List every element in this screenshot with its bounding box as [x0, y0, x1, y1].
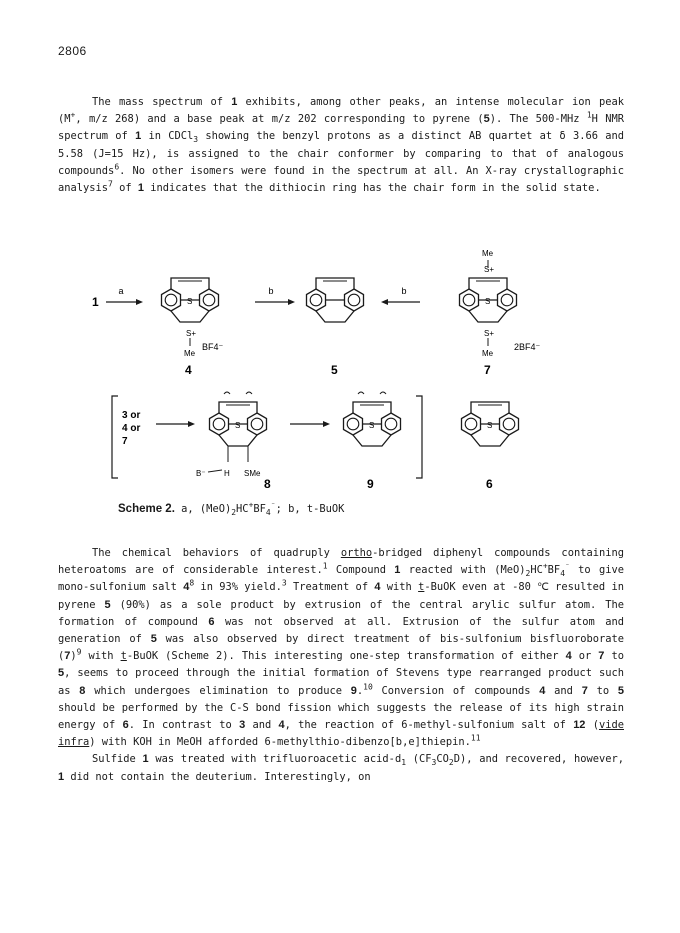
- bracket-label-line1: 3 or: [122, 410, 141, 421]
- svg-text:a: a: [118, 286, 124, 296]
- svg-text:S: S: [487, 421, 493, 430]
- svg-text:S: S: [485, 297, 491, 306]
- svg-text:2BF4⁻: 2BF4⁻: [514, 342, 541, 352]
- compound-8-label: 8: [264, 477, 271, 491]
- scheme-caption: Scheme 2. a, $(MeO)_2HC^+BF_4^{^-}$; b, t-BuOK: [118, 500, 345, 518]
- svg-text:S+: S+: [186, 329, 197, 338]
- arrow-b-reverse: [381, 286, 420, 305]
- svg-text:b: b: [268, 286, 274, 296]
- svg-text:H: H: [224, 469, 230, 478]
- bracket-label-line3: 7: [122, 436, 128, 447]
- arrow-b-forward: [255, 286, 295, 305]
- structure-pyrene-5: [307, 278, 364, 322]
- structure-compound-8: [196, 392, 267, 478]
- scheme-2-figure: [80, 238, 600, 518]
- compound-9-label: 9: [367, 477, 374, 491]
- svg-text:Me: Me: [482, 249, 494, 258]
- svg-text:b: b: [401, 286, 407, 296]
- svg-text:BF4⁻: BF4⁻: [202, 342, 224, 352]
- svg-text:S: S: [187, 297, 193, 306]
- bracket-left: [112, 396, 118, 478]
- arrow-to-9: [290, 421, 330, 427]
- bracket-right: [416, 396, 422, 478]
- paragraph-sulfide: Sulfide 1 was treated with trifluoroacetic acid-$d_1$ $(CF_3CO_2D)$, and recovered, however, 1 did not contain the deuterium. Interestingly, on: [58, 753, 625, 783]
- svg-text:B⁻: B⁻: [196, 469, 206, 478]
- structure-compound-7: [460, 249, 541, 358]
- svg-text:Me: Me: [184, 349, 196, 358]
- arrow-to-8: [156, 421, 195, 427]
- compound-1-label: 1: [92, 295, 99, 309]
- page-number: 2806: [58, 44, 87, 58]
- compound-6-label: 6: [486, 477, 493, 491]
- compound-4-label: 4: [185, 363, 192, 377]
- compound-5-label: 5: [331, 363, 338, 377]
- svg-text:S+: S+: [484, 329, 495, 338]
- arrow-a: [106, 286, 143, 305]
- paragraph-chemical-behaviors: The chemical behaviors of quadruply ortho-bridged diphenyl compounds containing heteroatoms are of considerable interest.$^1$ Compound 1 reacted with $(MeO)_2HC^+BF_4^{^-}$ to give mono-sulfonium salt $4^8$ in 93% yield.$^3$ Treatment of 4 with t-BuOK even at -80 ℃ resulted in pyrene 5 (90%) as a sole product by extrusion of the central arylic sulfur atom. The formation of compound 6 was not observed at all. Extrusion of the sulfur atom and generation of 5 was also observed by direct treatment of bis-sulfonium bisfluoroborate $(7)^9$ with t-BuOK (Scheme 2). This interesting one-step transformation of either 4 or 7 to 5, seems to proceed through the initial formation of Stevens type rearranged product such as 8 which undergoes elimination to produce 9.10 Conversion of compounds 4 and 7 to 5 should be performed by the C-S bond fission which suggests the release of its high strain energy of 6. In contrast to 3 and 4, the reaction of 6-methyl-sulfonium salt of 12 (vide infra) with KOH in MeOH afforded 6-methylthio-dibenzo[b,e]thiepin.$^{11}$ Sulfide 1 was treated with trifluoroacetic acid-$d_1$ $(CF_3CO_2D)$, and recovered, however, 1 did not contain the deuterium. Interestingly, on: [58, 545, 624, 786]
- svg-text:S: S: [235, 421, 241, 430]
- paragraph-mass-spectrum: The mass spectrum of 1 exhibits, among other peaks, an intense molecular ion peak (M+, m/z 268) and a base peak at m/z 202 corresponding to pyrene (5). The 500-MHz $^1$H NMR spectrum of 1 in CDCl$_3$ showing the benzyl protons as a distinct AB quartet at δ 3.66 and 5.58 (J=15 Hz), is assigned to the chair conformer by comparing to that of analogous compounds$^6$. No other isomers were found in the spectrum at all. An X-ray crystallographic analysis$^7$ of 1 indicates that the dithiocin ring has the chair form in the solid state.: [58, 96, 625, 195]
- svg-text:Me: Me: [482, 349, 494, 358]
- svg-text:S: S: [369, 421, 375, 430]
- compound-7-label: 7: [484, 363, 491, 377]
- svg-text:SMe: SMe: [244, 469, 261, 478]
- bracket-label-line2: 4 or: [122, 423, 141, 434]
- structure-compound-6: [462, 402, 519, 446]
- structure-compound-4: [162, 278, 224, 358]
- structure-compound-9: [344, 392, 401, 446]
- svg-text:S+: S+: [484, 265, 495, 274]
